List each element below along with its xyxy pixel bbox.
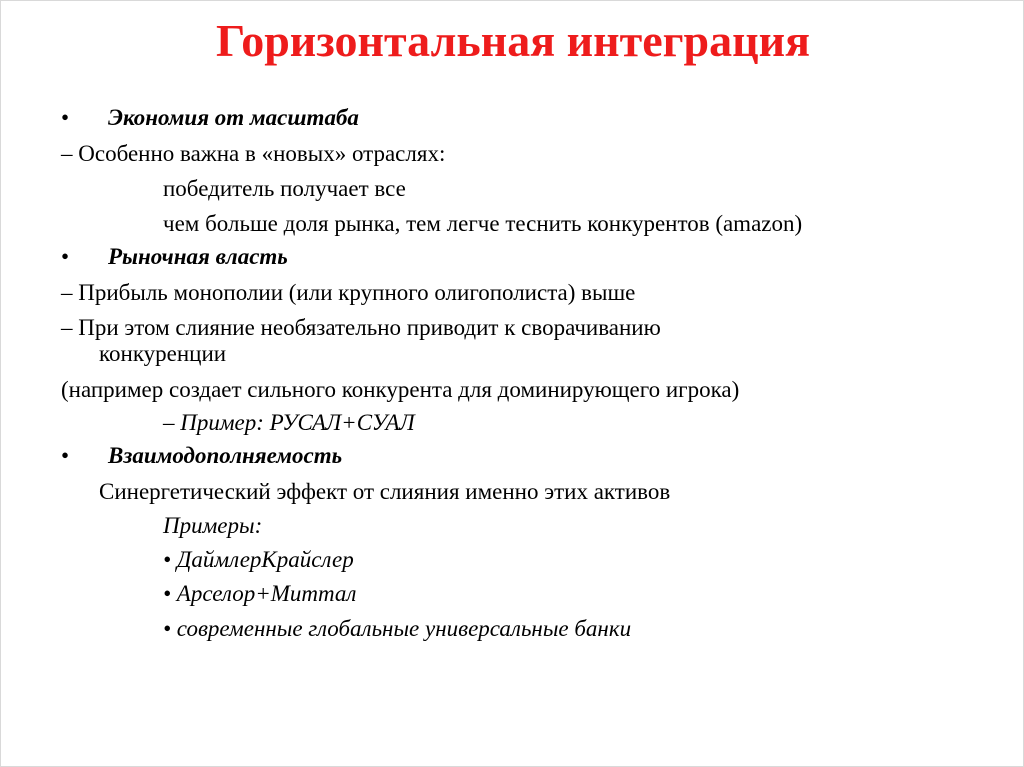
section-heading-complementarity: Взаимодополняемость (108, 443, 343, 468)
bullet-marker: • (61, 105, 70, 130)
example-item: • ДаймлерКрайслер (163, 547, 354, 572)
subpoint-monopoly-profit: – Прибыль монополии (или крупного олигополиста) выше (61, 280, 636, 305)
subpoint-merger-line2: конкуренции (99, 341, 227, 366)
subpoint-merger-line1: – При этом слияние необязательно приводит к сворачиванию (61, 315, 661, 340)
section-heading-economies-of-scale: Экономия от масштаба (108, 105, 359, 130)
bullet-marker: • (61, 244, 70, 269)
bullet-marker: • (61, 443, 70, 468)
slide-title: Горизонтальная интеграция (215, 15, 810, 66)
subpoint-strong-competitor: (например создает сильного конкурента для доминирующего игрока) (61, 377, 740, 402)
subpoint-winner-takes-all: победитель получает все (163, 176, 406, 201)
subpoint-synergy: Синергетический эффект от слияния именно этих активов (99, 479, 671, 504)
section-heading-market-power: Рыночная власть (108, 244, 288, 269)
examples-label: Примеры: (163, 513, 263, 538)
subpoint-new-industries: – Особенно важна в «новых» отраслях: (61, 141, 446, 166)
example-item: • современные глобальные универсальные банки (163, 616, 632, 641)
example-item: • Арселор+Миттал (163, 581, 357, 606)
subpoint-market-share: чем больше доля рынка, тем легче теснить конкурентов (amazon) (163, 211, 803, 236)
subpoint-rusal-example: – Пример: РУСАЛ+СУАЛ (163, 410, 415, 435)
